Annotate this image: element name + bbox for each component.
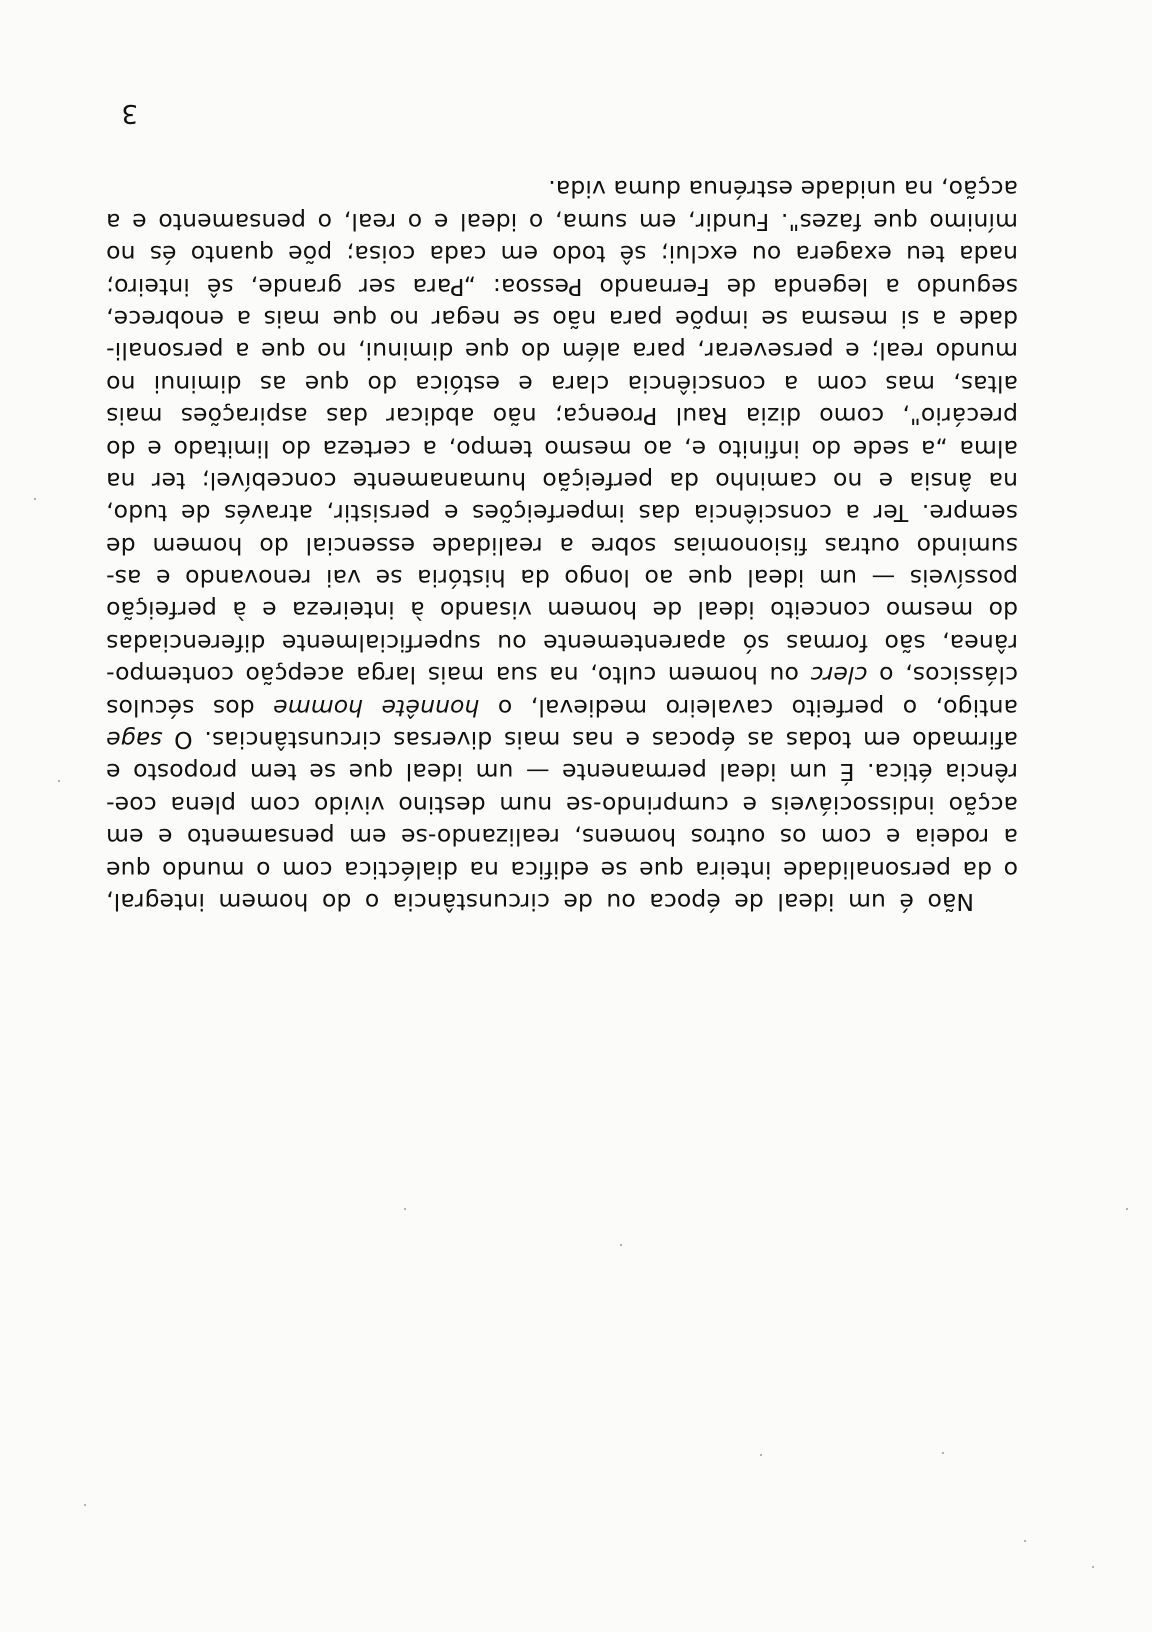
text-line: possíveis — um ideal que ao longo da história se vai renovando e as-	[106, 564, 1018, 593]
text-line: a rodeia e com os outros homens, realizando-se em pensamento e em	[106, 823, 1018, 852]
text-line	[106, 659, 1018, 691]
text-segment: clássicos, o	[879, 661, 1018, 690]
text-line: segundo a legenda de Fernando Pessoa: „Para ser grande, sê inteiro;	[106, 272, 1018, 301]
scan-speck	[58, 780, 60, 782]
text-segment: antigo, o perfeito cavaleiro medieval, o	[497, 693, 1018, 722]
text-segment: dos séculos	[106, 693, 255, 722]
scan-speck	[1092, 1566, 1094, 1568]
text-line: rânea, são formas só aparentemente ou superficialmente diferenciadas	[106, 628, 1018, 657]
text-line: alma „a sede do infinito e, ao mesmo tempo, a certeza do limitado e do	[106, 434, 1018, 463]
text-line: altas, mas com a consciência clara e estóica do que as diminui no	[106, 369, 1018, 398]
scan-speck	[84, 1504, 86, 1506]
text-segment: ou homem culto, na sua mais larga acepção contempo-	[106, 661, 799, 690]
text-line: acção, na unidade estrénua duma vida.	[548, 175, 1018, 204]
italic-term-clerc: clerc	[810, 661, 868, 690]
scan-speck	[760, 1454, 762, 1456]
text-line	[106, 691, 1018, 723]
text-line: mínimo que fazes". Fundir, em suma, o ideal e o real, o pensamento e a	[106, 207, 1018, 236]
page-number: 3	[121, 98, 138, 128]
text-line: precário", como dizia Raul Proença; não abdicar das aspirações mais	[106, 402, 1018, 431]
text-line: na ânsia e no caminho da perfeição humanamente concebível; ter na	[106, 466, 1018, 495]
text-line: o da personalidade inteira que se edifica na dialéctica com o mundo que	[106, 855, 1018, 884]
text-line: sempre. Ter a consciência das imperfeições e persistir, através de tudo,	[106, 499, 1018, 528]
scan-speck	[404, 1208, 406, 1210]
text-segment: afirmado em todas as épocas e nas mais diversas circunstâncias. O	[174, 726, 1018, 755]
scan-speck	[1126, 1208, 1128, 1210]
text-line: rência ética. É um ideal permanente — um ideal que se tem proposto e	[106, 758, 1018, 787]
text-line: dade a si mesma se impõe para não se negar no que mais a enobrece,	[106, 304, 1018, 333]
scan-speck	[942, 1452, 944, 1454]
text-line: acção indissociáveis e cumprindo-se num destino vivido com plena coe-	[106, 790, 1018, 819]
text-line: mundo real; e perseverar, para além do que diminui, no que a personali-	[106, 337, 1018, 366]
scan-speck	[620, 1244, 622, 1246]
text-line: sumindo outras fisionomias sobre a realidade essencial do homem de	[106, 531, 1018, 560]
text-line: nada teu exagera ou exclui; sê todo em cada coisa; põe quanto és no	[106, 240, 1018, 269]
scan-speck	[34, 498, 36, 500]
body-paragraph	[106, 173, 1018, 918]
text-line: do mesmo conceito ideal de homem visando à inteireza e à perfeição	[106, 596, 1018, 625]
italic-term-honnete-homme: honnête homme	[273, 693, 480, 722]
text-line	[106, 724, 1018, 756]
text-line: Não é um ideal de época ou de circunstância o do homem integral,	[106, 888, 974, 916]
italic-term-sage: sage	[106, 726, 163, 755]
scan-speck	[1024, 1540, 1026, 1542]
